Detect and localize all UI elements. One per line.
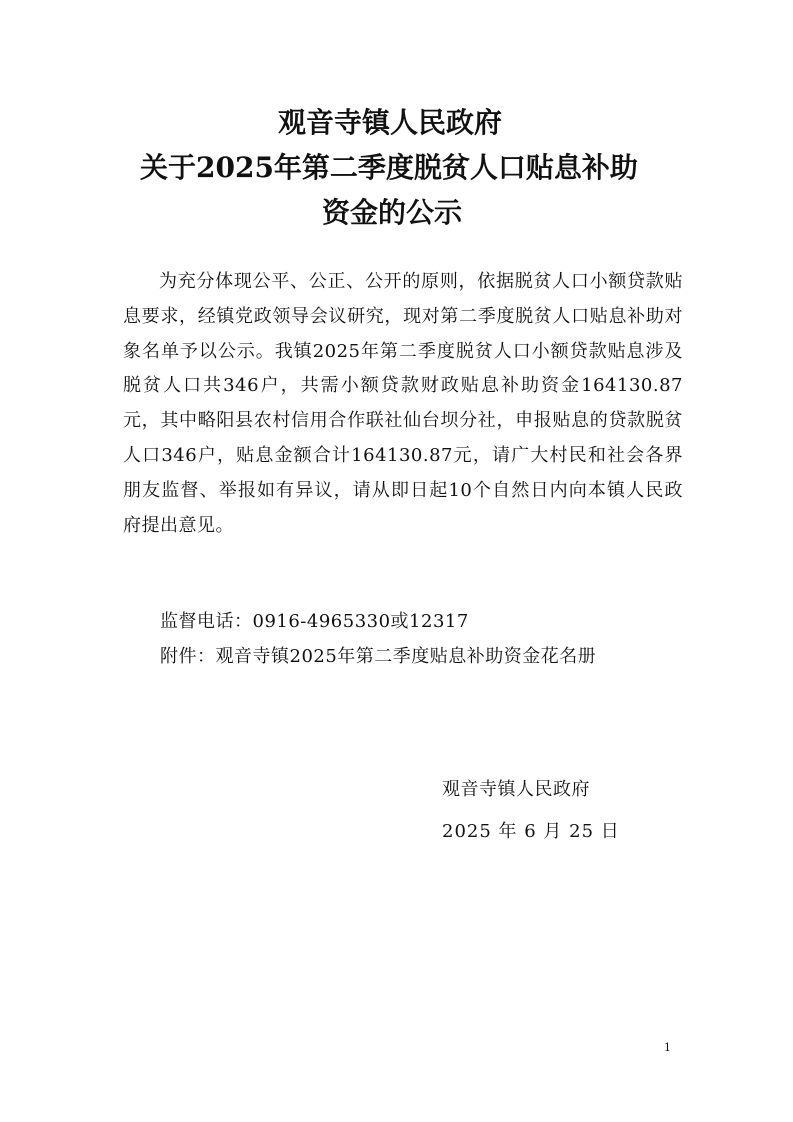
title-line-3: 资金的公示 <box>322 196 463 229</box>
signature-date: 2025 年 6 月 25 日 <box>442 821 620 842</box>
attachment-note: 附件：观音寺镇2025年第二季度贴息补助资金花名册 <box>160 646 597 667</box>
title-line-2: 关于2025年第二季度脱贫人口贴息补助 <box>140 151 638 184</box>
page-number: 1 <box>664 1041 671 1054</box>
notice-body <box>123 265 683 543</box>
title-line-1: 观音寺镇人民政府 <box>278 106 503 139</box>
signature-organization: 观音寺镇人民政府 <box>442 779 590 800</box>
notice-paragraph: 为充分体现公平、公正、公开的原则，依据脱贫人口小额贷款贴息要求，经镇党政领导会议研究，现对第二季度脱贫人口贴息补助对象名单予以公示。我镇2025年第二季度脱贫人口小额贷款贴息涉及脱贫人口共346户，共需小额贷款财政贴息补助资金164130.87元，其中略阳县农村信用合作联社仙台坝分社，申报贴息的贷款脱贫人口346户，贴息金额合计164130.87元，请广大村民和社会各界朋友监督、举报如有异议，请从即日起10个自然日内向本镇人民政府提出意见。 <box>123 271 683 536</box>
supervision-phone: 监督电话：0916-4965330或12317 <box>160 611 469 632</box>
